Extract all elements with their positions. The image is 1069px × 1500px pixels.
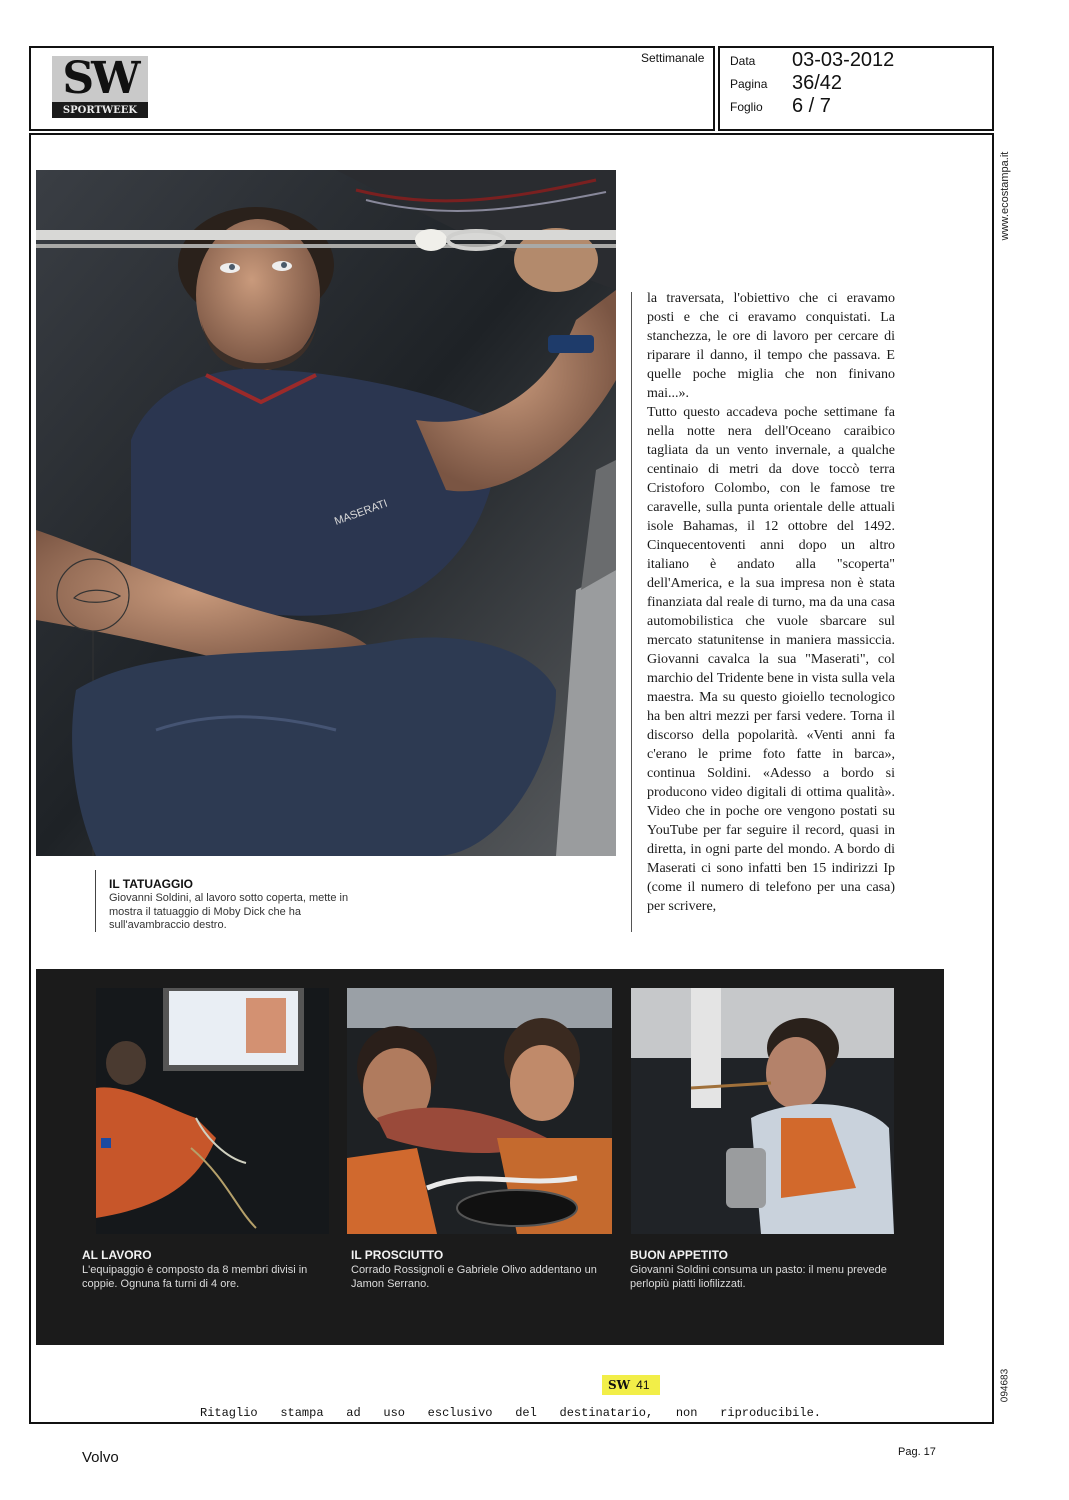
strip-caption-text-2: Corrado Rossignoli e Gabriele Olivo addentano un Jamon Serrano. <box>351 1264 597 1290</box>
main-photo-soldini <box>36 170 616 856</box>
code-watermark <box>993 1362 1013 1412</box>
photo-il-prosciutto <box>347 988 612 1234</box>
strip-caption-title-3: BUON APPETITO <box>630 1248 729 1262</box>
article-paragraph: la traversata, l'obiettivo che ci eravamo posti e che ci eravamo conquistati. La stanchezza, le ore di lavoro per cercare di riparare il danno, il tempo che passava. E quelle poche miglia che non finivano mai...». <box>647 291 895 401</box>
strip-caption-title-1: AL LAVORO <box>82 1248 152 1262</box>
publication-frequency: Settimanale <box>641 51 705 65</box>
clip-code: 094683 <box>999 1368 1011 1403</box>
photo-al-lavoro <box>96 988 329 1234</box>
article-column-rule <box>631 292 632 932</box>
footer-disclaimer: Ritaglio stampa ad uso esclusivo del destinatario, non riproducibile. <box>200 1406 821 1420</box>
article-body <box>647 289 895 916</box>
strip-caption-text-1: L'equipaggio è composto da 8 membri divisi in coppie. Ognuna fa turni di 4 ore. <box>82 1264 308 1290</box>
meta-label-pagina: Pagina <box>730 77 768 91</box>
shirt-logo-text: MASERATI <box>332 497 390 528</box>
strip-caption-title-2: IL PROSCIUTTO <box>351 1248 444 1262</box>
page-brand: SW <box>608 1378 631 1392</box>
meta-label-data: Data <box>730 54 756 68</box>
meta-value-pagina: 36/42 <box>792 72 843 94</box>
logo-sub: SPORTWEEK <box>62 105 138 116</box>
sportweek-logo <box>52 53 148 118</box>
logo-main: SW <box>52 56 148 102</box>
caption-rule <box>95 870 96 932</box>
soldini-meal-illustration <box>631 988 894 1234</box>
site-url: www.ecostampa.it <box>999 151 1011 241</box>
strip-caption-text-3: Giovanni Soldini consuma un pasto: il menu prevede perlopiù piatti liofilizzati. <box>630 1264 887 1290</box>
meta-value-data: 03-03-2012 <box>792 49 895 71</box>
document-page: Pag. 17 <box>898 1446 936 1458</box>
crew-working-illustration <box>96 988 329 1234</box>
main-caption-title: IL TATUAGGIO <box>109 877 193 891</box>
photo-buon-appetito <box>631 988 894 1234</box>
site-watermark <box>993 140 1013 260</box>
meta-label-foglio: Foglio <box>730 100 763 114</box>
crew-eating-ham-illustration <box>347 988 612 1234</box>
client-name: Volvo <box>82 1449 119 1466</box>
sailor-portrait-illustration <box>36 170 616 856</box>
page-number-value: 41 <box>636 1378 650 1392</box>
article-paragraph: Tutto questo accadeva poche settimane fa nella notte nera dell'Oceano caraibico tagliata da un vento invernale, a qualche centinaio di metri da dove toccò terra Cristoforo Colombo, con le famose tre caravelle, sulla punta orientale delle attuali isole Bahamas, il 12 ottobre del 1492. Cinquecentoventi anni dopo un altro italiano è andato alla "scoperta" dell'America, e la sua impresa non è stata finanziata dal reale di turno, ma da una casa automobilistica che vuole sbarcare sul mercato statunitense in maniera massiccia. Giovanni cavalca la sua "Maserati", col marchio del Tridente bene in vista sulla vela maestra. Ma su questo gioiello tecnologico ha ben altri mezzi per farsi vedere. Torna il discorso della popolarità. «Venti anni fa c'erano le prime foto fatte in barca», continua Soldini. «Adesso a bordo si producono video digitali di ottima qualità». Video che in poche ore vengono postati su YouTube per far seguire il record, quasi in diretta, in ogni parte del mondo. A bordo di Maserati ci sono infatti ben 15 indirizzi Ip (come il numero di telefono per una casa) per scrivere, <box>647 405 895 914</box>
main-caption-text: Giovanni Soldini, al lavoro sotto coperta, mette in mostra il tatuaggio di Moby Dick che ha sull'avambraccio destro. <box>109 892 349 931</box>
meta-value-foglio: 6 / 7 <box>792 95 831 117</box>
magazine-page-number <box>602 1375 660 1395</box>
